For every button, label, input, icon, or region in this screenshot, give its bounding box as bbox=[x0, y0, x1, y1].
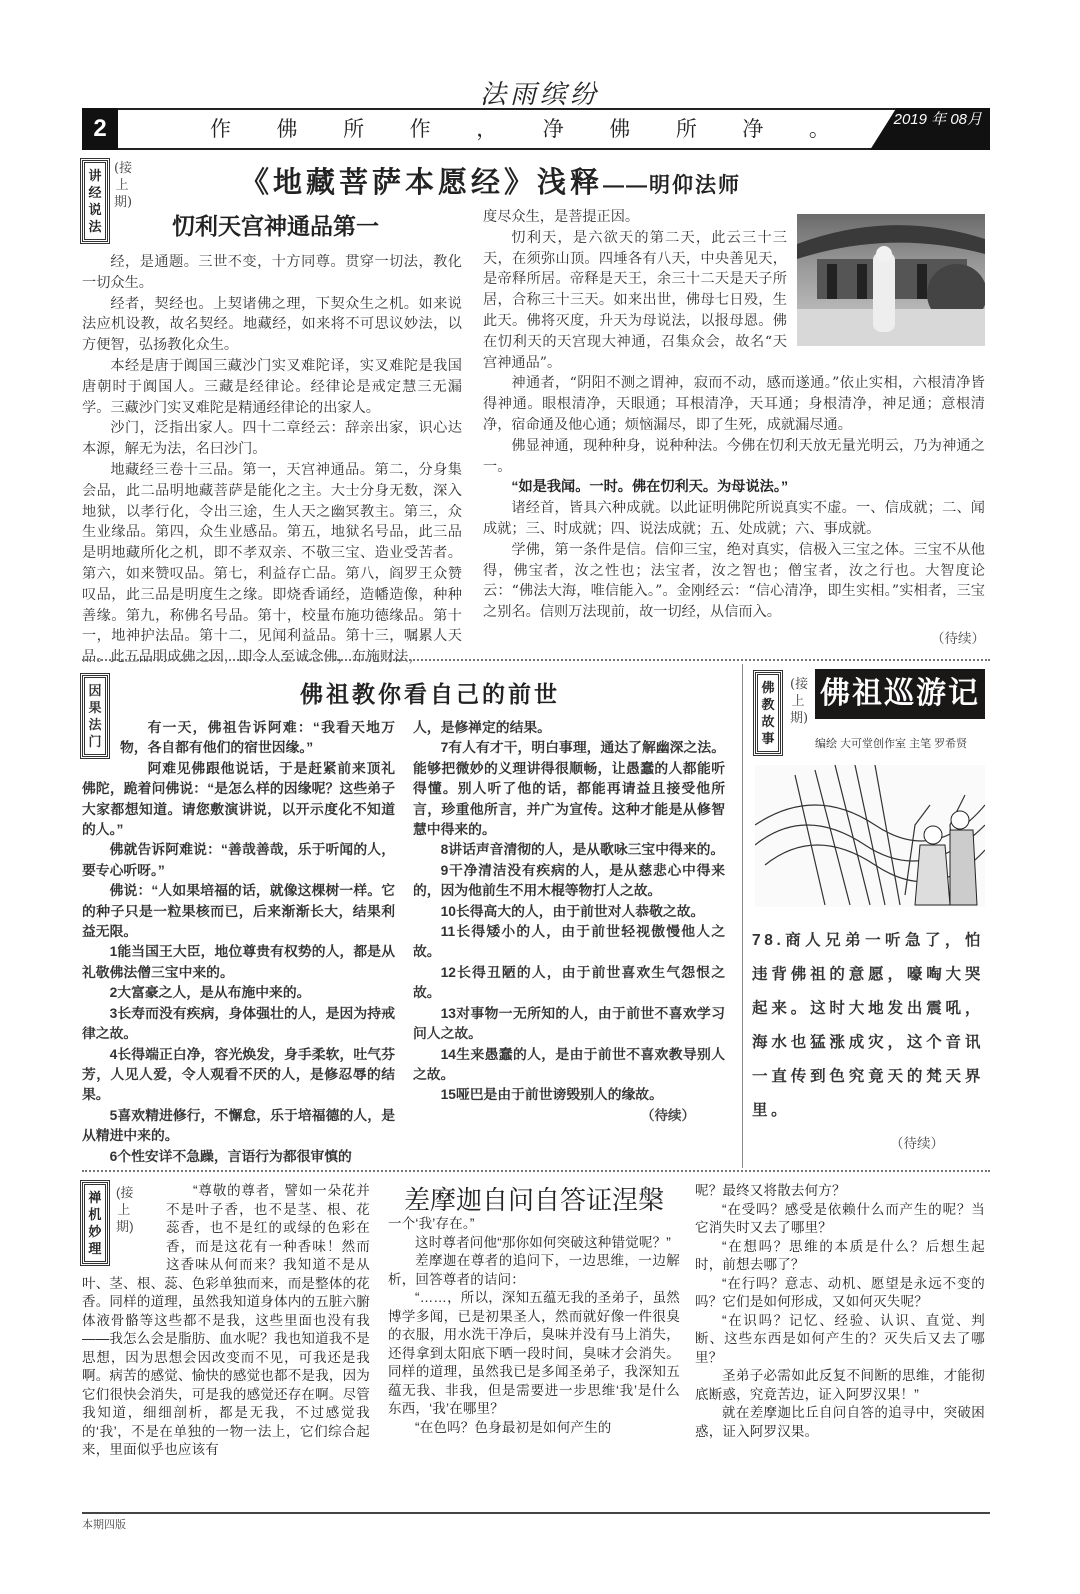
continued-note: (接上期) bbox=[114, 161, 133, 210]
article-middle-column bbox=[413, 718, 725, 1126]
motto-char: ， bbox=[476, 117, 498, 141]
paragraph: 13对事物一无所知的人，由于前世不喜欢学习问人之故。 bbox=[413, 1005, 725, 1042]
column-label: 佛教故事 bbox=[755, 672, 781, 754]
paragraph: 本经是唐于阗国三藏沙门实叉难陀译，实叉难陀是我国唐朝时于阗国人。三藏是经律论。经律论是戒定慧三无漏学。三藏沙门实叉难陀是精通经律论的出家人。 bbox=[82, 357, 462, 416]
paragraph: 有一天，佛祖告诉阿难：“我看天地万物，各自都有他们的宿世因缘。” bbox=[120, 720, 395, 756]
paragraph: 10长得高大的人，由于前世对人恭敬之故。 bbox=[440, 903, 705, 919]
section-divider bbox=[82, 659, 990, 661]
paragraph: 4长得端正白净，容光焕发，身手柔软，吐气芬芳，人见人爱，令人观看不厌的人，是修忍辱的结果。 bbox=[82, 1046, 395, 1103]
comic-caption: 78.商人兄弟一听急了，怕违背佛祖的意愿，嚎啕大哭起来。这时大地发出震吼，海水也猛涨成灾，这个音讯一直传到色究竟天的梵天界里。 bbox=[752, 932, 984, 1119]
paragraph-group bbox=[388, 1234, 680, 1438]
motto-char: 净 bbox=[742, 117, 764, 141]
paragraph: 15哑巴是由于前世谤毁别人的缘故。 bbox=[440, 1087, 663, 1103]
paragraph: 11长得矮小的人，由于前世轻视傲慢他人之故。 bbox=[413, 924, 725, 960]
motto-char: 作 bbox=[210, 117, 231, 141]
article-left-column bbox=[82, 675, 395, 1167]
author: ——明仰法师 bbox=[603, 174, 742, 197]
paragraph: 14生来愚蠢的人，是由于前世不喜欢教导别人之故。 bbox=[413, 1046, 725, 1082]
paragraph: 3长寿而没有疾病，身体强壮的人，是因为持戒律之故。 bbox=[82, 1005, 395, 1042]
paragraph: 神通者，“阴阳不测之谓神，寂而不动，感而遂通。”依止实相，六根清净皆得神通。眼根清净，天眼通；耳根清净，天耳通；身根清净，神足通；意根清净，宿命通及他心通；烦恼漏尽，即了生死，成就漏尽通。 bbox=[483, 375, 985, 433]
motto-char: 所 bbox=[343, 117, 365, 141]
paragraph: 1能当国王大臣，地位尊贵有权势的人，都是从礼敬佛法僧三宝中来的。 bbox=[82, 944, 395, 980]
title-spacer bbox=[82, 675, 395, 718]
paragraph: 诸经首，皆具六种成就。以此证明佛陀所说真实不虚。一、信成就；二、闻成就；三、时成就；四、说法成就；五、处成就；六、事成就。 bbox=[483, 500, 985, 537]
article-title bbox=[240, 160, 741, 201]
label-group bbox=[82, 675, 120, 763]
paragraph: 佛说：“人如果培福的话，就像这棵树一样。它的种子只是一粒果核而已，后来渐渐长大，结果利益无限。 bbox=[82, 883, 395, 940]
paragraph-group bbox=[483, 498, 985, 623]
paragraph: 12长得丑陋的人，由于前世喜欢生气怨恨之故。 bbox=[413, 964, 725, 1001]
label-group bbox=[82, 1182, 166, 1274]
paragraph: 沙门，泛指出家人。四十二章经云：辞亲出家，识心达本源，解无为法，名曰沙门。 bbox=[82, 420, 462, 458]
paragraph: “在行吗？意志、动机、愿望是永远不变的吗？它们是如何形成，又如何灭失呢？ bbox=[695, 1275, 985, 1309]
paragraph: 一个‘我’存在。” bbox=[388, 1216, 475, 1231]
paragraph: 佛显神通，现种种身，说种种法。今佛在忉利天放无量光明云，乃为神通之一。 bbox=[483, 437, 985, 475]
paragraph: 就在差摩迦比丘自问自答的追寻中，突破困惑，证入阿罗汉果。 bbox=[695, 1405, 985, 1439]
continued-note: (接上期) bbox=[790, 677, 809, 726]
footer-rule bbox=[82, 1512, 990, 1514]
article-right-column bbox=[695, 1182, 985, 1441]
paragraph: 5喜欢精进修行，不懈怠，乐于培福德的人，是从精进中来的。 bbox=[82, 1107, 395, 1144]
article-subtitle: 忉利天宫神通品第一 bbox=[172, 213, 379, 239]
paragraph: 7有人有才干，明白事理，通达了解幽深之法。能够把微妙的义理讲得很顺畅，让愚蠢的人都能听得懂。别人听了他的话，都能再请益且接受他所言，珍重他所言，并广为宣传。这种才能是从修智慧中得来的。 bbox=[413, 740, 725, 838]
paragraph-group bbox=[413, 738, 725, 1105]
masthead-logo: 法雨缤纷 bbox=[479, 80, 600, 110]
paragraph: 经，是通题。三世不变，十方同尊。贯穿一切法，教化一切众生。 bbox=[82, 254, 462, 291]
comic-title: 佛祖巡游记 bbox=[815, 669, 985, 719]
paragraph: “在识吗？记忆、经验、认识、直觉、判断、这些东西是如何产生的？灭失后又去了哪里？ bbox=[695, 1312, 985, 1365]
article-middle-column bbox=[388, 1215, 680, 1437]
motto-char: 净 bbox=[542, 117, 564, 141]
continued-note: (接上期) bbox=[116, 1185, 134, 1234]
paragraph: 圣弟子必需如此反复不间断的思维，才能彻底断惑，究竟苦边，证入阿罗汉果！” bbox=[695, 1368, 985, 1402]
article-right-column bbox=[483, 207, 985, 650]
header-motto bbox=[210, 112, 830, 146]
paragraph: 9干净清洁没有疾病的人，是从慈悲心中得来的，因为他前生不用木棍等物打人之故。 bbox=[413, 862, 725, 899]
merchants-illustration bbox=[755, 765, 985, 907]
paragraph: 6个性安详不急躁，言语行为都很审慎的 bbox=[109, 1148, 352, 1164]
to-be-continued: （待续） bbox=[890, 1136, 944, 1152]
paragraph: 这时尊者问他“那你如何突破这种错觉呢？” bbox=[415, 1234, 671, 1250]
paragraph: 忉利天，是六欲天的第二天，此云三十三天，在须弥山顶。四埵各有八天，中央善见天，是帝释所居。帝释是天王，余三十二天是天子所居，合称三十三天。如来出世，佛母七日殁，生此天。佛将灭度，升天为母说法，以报母恩。佛在忉利天的天宫现大神通，召集众会，故名“天宫神通品”。 bbox=[483, 229, 787, 371]
paragraph: 2大富豪之人，是从布施中来的。 bbox=[109, 985, 311, 1001]
paragraph: “尊敬的尊者，譬如一朵花并不是叶子香，也不是茎、根、花蕊香，也不是红的或绿的色彩在香，而是这花有一种香味！然而这香味从何而来？我知道不是从叶、茎、根、蕊、色彩单独而来，而是整体的花香。同样的道理，虽然我知道身体内的五脏六腑体液骨骼等这些都不是我，这些里面也没有我——我怎么会是脂肪、血水呢？我也知道我不是思想，因为思想会因改变而不见，可我还是我啊。病苦的感觉、愉快的感觉也都不是我，因为它们很快会消失，可是我的感觉还存在啊。尽管我知道，细细剖析，都是无我，不过感觉我的‘我’，不是在单独的一物一法上，它们综合起来，里面似乎也应该有 bbox=[82, 1183, 370, 1457]
column-rule bbox=[742, 664, 743, 1168]
sutra-quote: “如是我闻。一时。佛在忉利天。为母说法。” bbox=[511, 479, 789, 496]
paragraph: “在色吗？色身最初是如何产生的 bbox=[415, 1419, 612, 1435]
motto-char: 作 bbox=[409, 117, 431, 141]
comic-credit: 编绘 大可堂创作室 主笔 罗希贤 bbox=[815, 738, 968, 750]
paragraph: 地藏经三卷十三品。第一，天宫神通品。第二，分身集会品，此二品明地藏菩萨是能化之主。大士分身无数，深入地狱，以孝行化，令出三途，生人天之幽冥教主。第三，众生业缘品。第四，众生业感品。第五，地狱名号品，此三品是明地藏所化之机，即不孝双亲、不敬三宝、造业受苦者。第六，如来赞叹品。第七，利益存亡品。第八，阎罗王众赞叹品，此三品是明度生之缘。即烧香诵经，造幡造像，种种善缘。第九，称佛名号品。第十，校量布施功德缘品。第十一，地神护法品。第十二，见闻利益品。第十三，嘱累人天品。此五品明成佛之因，即令人至诚念佛，布施财法， bbox=[82, 461, 462, 666]
motto-char: 。 bbox=[808, 117, 830, 141]
paragraph: 8讲话声音清彻的人，是从歌咏三宝中得来的。 bbox=[440, 842, 725, 858]
paragraph: 度尽众生，是菩提正因。 bbox=[483, 209, 640, 225]
title-text: 《地藏菩萨本愿经》浅释 bbox=[240, 167, 604, 199]
section-divider bbox=[82, 1170, 990, 1172]
paragraph-group bbox=[82, 718, 395, 1167]
motto-char: 佛 bbox=[609, 117, 631, 141]
motto-char: 佛 bbox=[276, 117, 298, 141]
motto-char: 所 bbox=[675, 117, 697, 141]
paragraph: 佛就告诉阿难说：“善哉善哉，乐于听闻的人，要专心听呀。” bbox=[82, 842, 395, 878]
page-number: 2 bbox=[82, 108, 118, 150]
comic-caption-block bbox=[752, 924, 984, 1152]
column-label: 因果法门 bbox=[82, 675, 108, 757]
article-title: 差摩迦自问自答证涅槃 bbox=[403, 1185, 664, 1215]
to-be-continued: （待续） bbox=[931, 630, 985, 647]
paragraph: 学佛，第一条件是信。信仰三宝，绝对真实，信极入三宝之体。三宝不从他得，佛宝者，汝之性也；法宝者，汝之智也；僧宝者，汝之行也。大智度论云：“佛法大海，唯信能入。”。金刚经云：“信心清净，即生实相。”实相者，三宝之别名。信则万法现前，故一切经，从信而入。 bbox=[483, 541, 985, 621]
monk-temple-photo bbox=[797, 214, 985, 346]
issue-date: 2019 年 08月 bbox=[893, 111, 982, 128]
paragraph: “在想吗？思维的本质是什么？后想生起时，前想去哪了？ bbox=[695, 1238, 985, 1272]
article-title: 佛祖教你看自己的前世 bbox=[300, 681, 560, 707]
paragraph: 经者，契经也。上契诸佛之理，下契众生之机。如来说法应机设教，故名契经。地藏经，如来将不可思议妙法，以方便智，弘扬教化众生。 bbox=[82, 295, 462, 354]
article-left-column bbox=[82, 1182, 370, 1460]
paragraph: 阿难见佛跟他说话，于是赶紧前来顶礼佛陀，跪着问佛说：“是怎么样的因缘呢？这些弟子大家都想知道。请您敷演讲说，以开示度化不知道的人。” bbox=[82, 760, 395, 838]
to-be-continued: （待续） bbox=[641, 1107, 695, 1123]
column-label: 讲经说法 bbox=[82, 160, 108, 242]
paragraph: “……，所以，深知五蕴无我的圣弟子，虽然博学多闻，已是初果圣人，然而就好像一件很臭的衣服，用水洗干净后，臭味并没有马上消失，还得拿到太阳底下晒一段时间，臭味才会消失。同样的道理，虽然我已是多闻圣弟子，我深知五蕴无我、非我，但是需要进一步思维‘我’是什么东西，‘我’在哪里？ bbox=[388, 1290, 680, 1416]
paragraph: 呢？最终又将散去何方？ bbox=[695, 1183, 846, 1198]
paragraph: “在受吗？感受是依赖什么而产生的呢？当它消失时又去了哪里？ bbox=[695, 1201, 985, 1235]
article-left-column bbox=[82, 252, 462, 668]
paragraph: 差摩迦在尊者的追问下，一边思维，一边解析，回答尊者的诘问： bbox=[388, 1253, 680, 1287]
paragraph: 人，是修禅定的结果。 bbox=[413, 720, 551, 735]
footer-note: 本期四版 bbox=[82, 1518, 126, 1531]
column-label: 禅机妙理 bbox=[82, 1182, 108, 1264]
paragraph-group bbox=[695, 1201, 985, 1442]
